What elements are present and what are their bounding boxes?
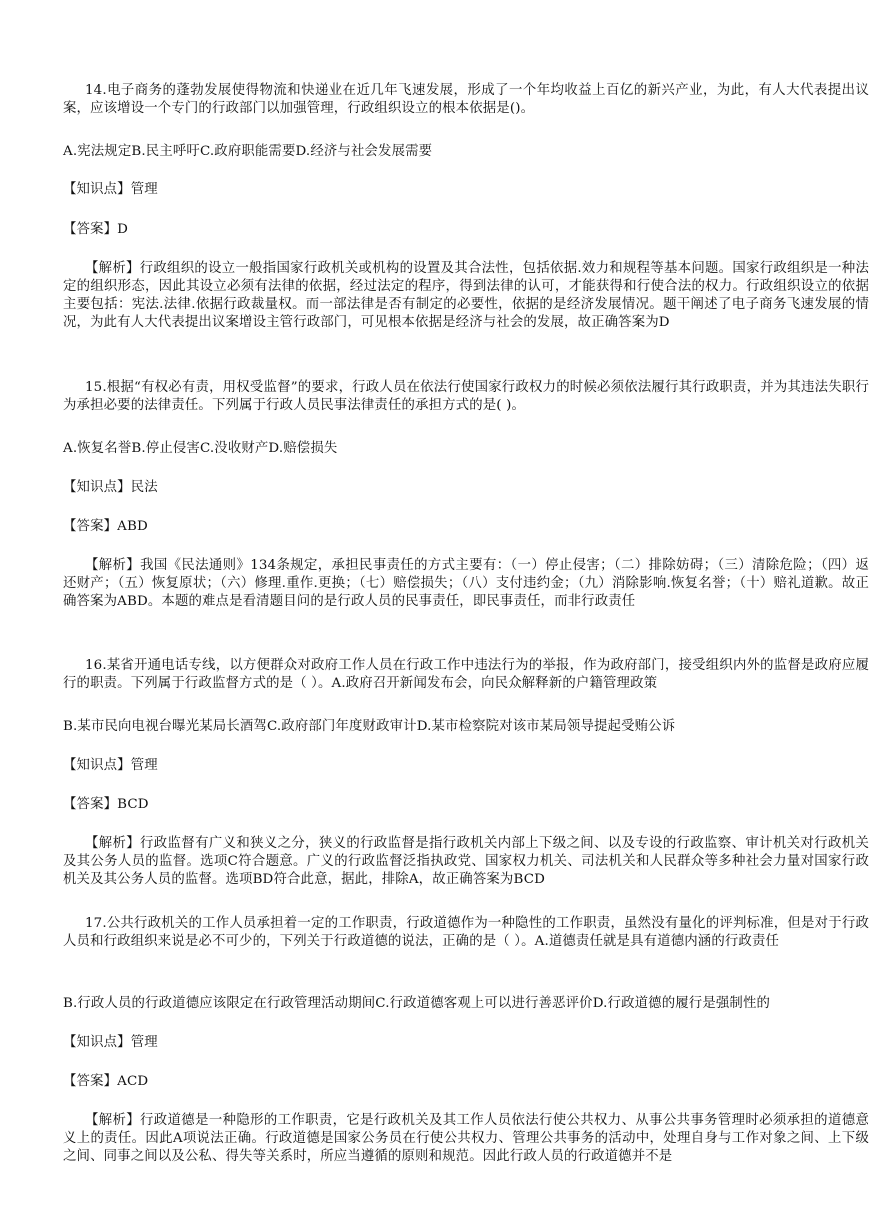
question-16-stem: 16.某省开通电话专线，以方便群众对政府工作人员在行政工作中违法行为的举报，作为政府部门，接受组织内外的监督是政府应履行的职责。下列属于行政监督方式的是（ ）。A.政府召开新闻发布会，向民众解释新的户籍管理政策 xyxy=(63,658,869,691)
question-14-stem: 14.电子商务的蓬勃发展使得物流和快递业在近几年飞速发展，形成了一个年均收益上百亿的新兴产业，为此，有人大代表提出议案，应该增设一个专门的行政部门以加强管理，行政组织设立的根本依据是()。 xyxy=(63,83,869,116)
question-16-knowledge: 【知识点】管理 xyxy=(63,758,158,773)
question-14-analysis: 【解析】行政组织的设立一般指国家行政机关或机构的设置及其合法性，包括依据.效力和规程等基本问题。国家行政组织是一种法定的组织形态，因此其设立必须有法律的依据，经过法定的程序，得到法律的认可，才能获得和行使合法的权力。行政组织设立的依据主要包括：宪法.法律.依据行政裁量权。而一部法律是否有制定的必要性，依据的是经济发展情况。题干阐述了电子商务飞速发展的情况，为此有人大代表提出议案增设主管行政部门，可见根本依据是经济与社会的发展，故正确答案为D xyxy=(63,261,869,330)
question-14-knowledge: 【知识点】管理 xyxy=(63,182,158,197)
question-15-stem: 15.根据“有权必有责，用权受监督”的要求，行政人员在依法行使国家行政权力的时候必须依法履行其行政职责，并为其违法失职行为承担必要的法律责任。下列属于行政人员民事法律责任的承担方式的是( )。 xyxy=(63,380,869,413)
question-14-options: A.宪法规定B.民主呼吁C.政府职能需要D.经济与社会发展需要 xyxy=(63,144,433,159)
question-17-options: B.行政人员的行政道德应该限定在行政管理活动期间C.行政道德客观上可以进行善恶评价D.行政道德的履行是强制性的 xyxy=(63,996,771,1011)
question-16-answer: 【答案】BCD xyxy=(63,797,149,812)
question-15-analysis: 【解析】我国《民法通则》134条规定，承担民事责任的方式主要有：（一）停止侵害；（二）排除妨碍；（三）清除危险；（四）返还财产；（五）恢复原状；（六）修理.重作.更换；（七）赔偿损失；（八）支付违约金；（九）消除影响.恢复名誉；（十）赔礼道歉。故正确答案为ABD。本题的难点是看清题目问的是行政人员的民事责任，即民事责任，而非行政责任 xyxy=(63,558,869,609)
question-17-knowledge: 【知识点】管理 xyxy=(63,1035,158,1050)
question-15-options: A.恢复名誉B.停止侵害C.没收财产D.赔偿损失 xyxy=(63,441,338,456)
question-14-answer: 【答案】D xyxy=(63,222,129,237)
question-15-answer: 【答案】ABD xyxy=(63,519,148,534)
question-16-analysis: 【解析】行政监督有广义和狭义之分，狭义的行政监督是指行政机关内部上下级之间、以及专设的行政监察、审计机关对行政机关及其公务人员的监督。选项C符合题意。广义的行政监督泛指执政党、国家权力机关、司法机关和人民群众等多种社会力量对国家行政机关及其公务人员的监督。选项BD符合此意，据此，排除A，故正确答案为BCD xyxy=(63,836,869,887)
question-17-stem: 17.公共行政机关的工作人员承担着一定的工作职责，行政道德作为一种隐性的工作职责，虽然没有量化的评判标准，但是对于行政人员和行政组织来说是必不可少的，下列关于行政道德的说法，正确的是（ ）。A.道德责任就是具有道德内涵的行政责任 xyxy=(63,916,869,949)
question-15-knowledge: 【知识点】民法 xyxy=(63,480,158,495)
question-17-answer: 【答案】ACD xyxy=(63,1074,149,1089)
question-16-options: B.某市民向电视台曝光某局长酒驾C.政府部门年度财政审计D.某市检察院对该市某局领导提起受贿公诉 xyxy=(63,719,676,734)
question-17-analysis: 【解析】行政道德是一种隐形的工作职责，它是行政机关及其工作人员依法行使公共权力、从事公共事务管理时必须承担的道德意义上的责任。因此A项说法正确。行政道德是国家公务员在行使公共权力、管理公共事务的活动中，处理自身与工作对象之间、上下级之间、同事之间以及公私、得失等关系时，所应当遵循的原则和规范。因此行政人员的行政道德并不是 xyxy=(63,1113,869,1164)
